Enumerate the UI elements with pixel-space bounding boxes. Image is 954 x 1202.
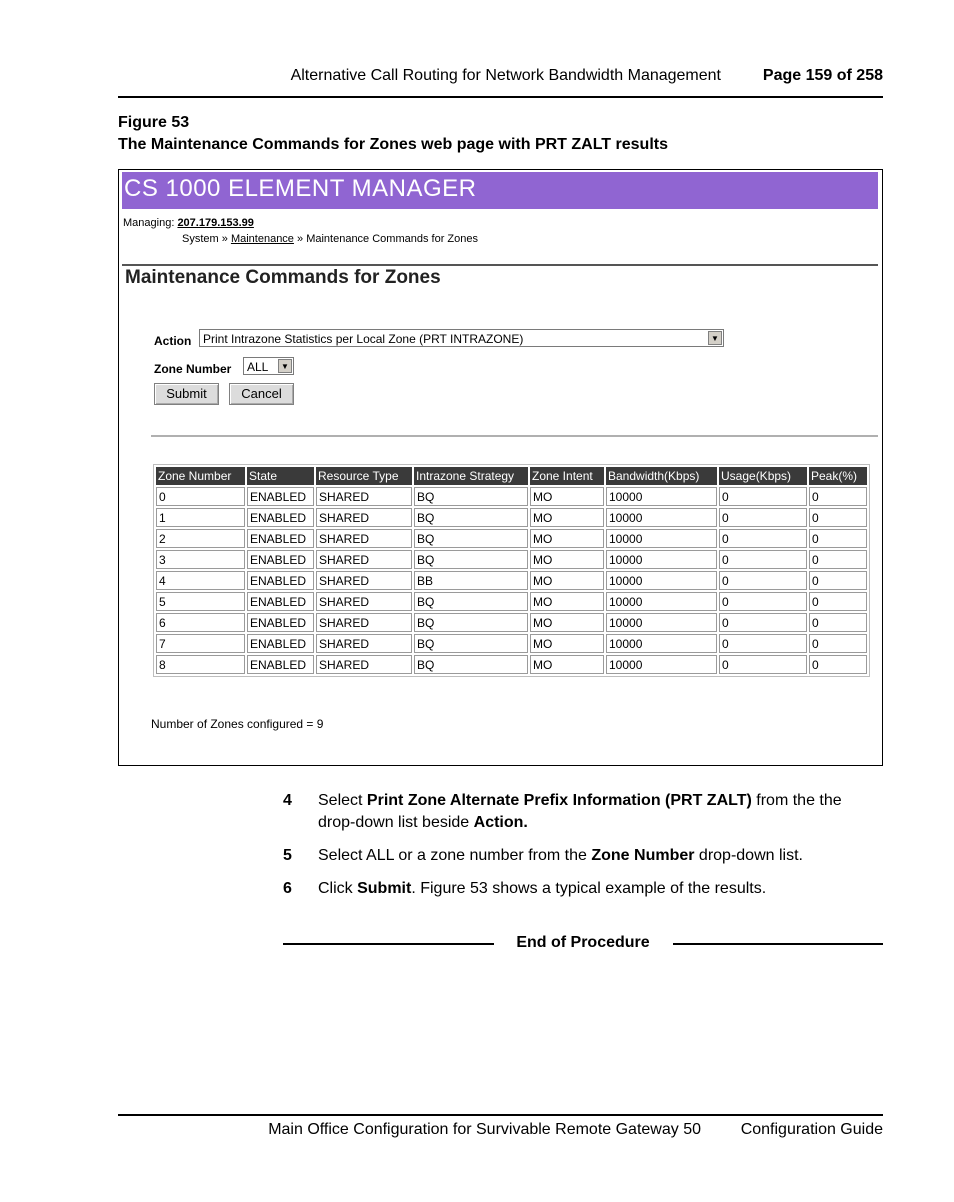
column-header: Peak(%) — [809, 467, 867, 485]
usage-cell: 0 — [719, 571, 807, 590]
bandwidth-cell: 10000 — [606, 613, 717, 632]
zone-intent-cell: MO — [530, 592, 604, 611]
bandwidth-cell: 10000 — [606, 634, 717, 653]
page-footer — [118, 1114, 883, 1138]
resource-type-cell: SHARED — [316, 613, 412, 632]
step-text: Select — [318, 792, 367, 809]
peak-cell: 0 — [809, 550, 867, 569]
step-text: from the the drop-down list beside — [318, 792, 842, 831]
step-number: 6 — [283, 880, 292, 897]
step-emphasis: Zone Number — [591, 847, 695, 864]
resource-type-cell: SHARED — [316, 655, 412, 674]
table-row — [156, 613, 867, 632]
intrazone-strategy-cell: BB — [414, 571, 528, 590]
zone-intent-cell: MO — [530, 655, 604, 674]
breadcrumb-separator: » — [221, 233, 228, 245]
cancel-button[interactable]: Cancel — [229, 383, 294, 405]
page-number: Page 159 of 258 — [762, 67, 883, 84]
resource-type-cell: SHARED — [316, 550, 412, 569]
column-header: Usage(Kbps) — [719, 467, 807, 485]
column-header: Zone Number — [156, 467, 245, 485]
page-title: Maintenance Commands for Zones — [125, 267, 441, 288]
state-cell: ENABLED — [247, 634, 314, 653]
figure-caption: The Maintenance Commands for Zones web page with PRT ZALT results — [118, 136, 668, 153]
usage-cell: 0 — [719, 508, 807, 527]
intrazone-strategy-cell: BQ — [414, 529, 528, 548]
usage-cell: 0 — [719, 550, 807, 569]
bandwidth-cell: 10000 — [606, 529, 717, 548]
resource-type-cell: SHARED — [316, 592, 412, 611]
bandwidth-cell: 10000 — [606, 487, 717, 506]
state-cell: ENABLED — [247, 550, 314, 569]
state-cell: ENABLED — [247, 529, 314, 548]
step-emphasis: Submit — [357, 880, 412, 897]
page-header — [118, 62, 883, 98]
table-row — [156, 529, 867, 548]
step-text: Click — [318, 880, 358, 897]
step-emphasis: Print Zone Alternate Prefix Information (PRT ZALT) — [366, 792, 752, 809]
column-header: State — [247, 467, 314, 485]
zone-intent-cell: MO — [530, 571, 604, 590]
resource-type-cell: SHARED — [316, 487, 412, 506]
peak-cell: 0 — [809, 634, 867, 653]
zone-number-select[interactable] — [243, 357, 294, 375]
zone-intent-cell: MO — [530, 487, 604, 506]
zone-number-select-value: ALL — [247, 360, 269, 374]
zone-intent-cell: MO — [530, 508, 604, 527]
chevron-down-icon[interactable]: ▼ — [708, 331, 722, 345]
step-text: drop-down list. — [694, 847, 803, 864]
procedure-steps — [283, 790, 883, 911]
breadcrumb-system: System — [182, 233, 219, 245]
usage-cell: 0 — [719, 613, 807, 632]
zone-number-cell: 2 — [156, 529, 245, 548]
column-header: Bandwidth(Kbps) — [606, 467, 717, 485]
usage-cell: 0 — [719, 634, 807, 653]
zone-number-cell: 8 — [156, 655, 245, 674]
managing-label: Managing: — [123, 217, 175, 229]
state-cell: ENABLED — [247, 613, 314, 632]
zone-number-cell: 0 — [156, 487, 245, 506]
table-row — [156, 655, 867, 674]
table-header-row — [156, 467, 867, 485]
app-banner — [122, 172, 878, 209]
peak-cell: 0 — [809, 571, 867, 590]
zone-number-cell: 7 — [156, 634, 245, 653]
table-row — [156, 508, 867, 527]
breadcrumb-maintenance-link[interactable]: Maintenance — [230, 233, 294, 245]
zone-intent-cell: MO — [530, 613, 604, 632]
zone-number-cell: 3 — [156, 550, 245, 569]
zone-number-cell: 6 — [156, 613, 245, 632]
table-row — [156, 634, 867, 653]
zones-count: Number of Zones configured = 9 — [151, 717, 324, 731]
step-6 — [283, 878, 883, 900]
usage-cell: 0 — [719, 529, 807, 548]
zone-number-cell: 4 — [156, 571, 245, 590]
table-row — [156, 487, 867, 506]
table-row — [156, 571, 867, 590]
zone-intent-cell: MO — [530, 550, 604, 569]
bandwidth-cell: 10000 — [606, 571, 717, 590]
resource-type-cell: SHARED — [316, 634, 412, 653]
state-cell: ENABLED — [247, 508, 314, 527]
element-manager-screenshot — [118, 169, 883, 766]
step-text: Select ALL or a zone number from the — [318, 847, 592, 864]
peak-cell: 0 — [809, 613, 867, 632]
resource-type-cell: SHARED — [316, 508, 412, 527]
resource-type-cell: SHARED — [316, 529, 412, 548]
peak-cell: 0 — [809, 529, 867, 548]
peak-cell: 0 — [809, 655, 867, 674]
breadcrumb-current: Maintenance Commands for Zones — [306, 233, 478, 245]
eop-text: End of Procedure — [516, 934, 650, 951]
action-select-value: Print Intrazone Statistics per Local Zone (PRT INTRAZONE) — [203, 332, 524, 346]
bandwidth-cell: 10000 — [606, 655, 717, 674]
state-cell: ENABLED — [247, 655, 314, 674]
zone-intent-cell: MO — [530, 634, 604, 653]
footer-guide: Configuration Guide — [740, 1121, 883, 1138]
usage-cell: 0 — [719, 592, 807, 611]
peak-cell: 0 — [809, 508, 867, 527]
step-emphasis: Action. — [473, 814, 528, 831]
bandwidth-cell: 10000 — [606, 508, 717, 527]
zone-number-cell: 1 — [156, 508, 245, 527]
peak-cell: 0 — [809, 592, 867, 611]
step-5 — [283, 845, 883, 867]
table-row — [156, 550, 867, 569]
intrazone-strategy-cell: BQ — [414, 634, 528, 653]
state-cell: ENABLED — [247, 571, 314, 590]
column-header: Intrazone Strategy — [414, 467, 528, 485]
header-title: Alternative Call Routing for Network Bandwidth Management — [290, 67, 721, 84]
intrazone-strategy-cell: BQ — [414, 487, 528, 506]
bandwidth-cell: 10000 — [606, 550, 717, 569]
zone-intent-cell: MO — [530, 529, 604, 548]
usage-cell: 0 — [719, 655, 807, 674]
end-of-procedure — [283, 934, 883, 954]
table-row — [156, 592, 867, 611]
chevron-down-icon[interactable]: ▼ — [278, 359, 292, 373]
step-4 — [283, 790, 883, 834]
zone-number-label: Zone Number — [154, 362, 232, 376]
state-cell: ENABLED — [247, 592, 314, 611]
intrazone-strategy-cell: BQ — [414, 508, 528, 527]
column-header: Zone Intent — [530, 467, 604, 485]
figure-number: Figure 53 — [118, 114, 190, 131]
title-divider — [122, 264, 878, 266]
step-number: 4 — [283, 792, 292, 809]
managing-ip-link[interactable]: 207.179.153.99 — [177, 217, 254, 229]
usage-cell: 0 — [719, 487, 807, 506]
column-header: Resource Type — [316, 467, 412, 485]
resource-type-cell: SHARED — [316, 571, 412, 590]
managing-line — [123, 217, 254, 229]
peak-cell: 0 — [809, 487, 867, 506]
zone-number-cell: 5 — [156, 592, 245, 611]
intrazone-strategy-cell: BQ — [414, 592, 528, 611]
intrazone-strategy-cell: BQ — [414, 613, 528, 632]
bandwidth-cell: 10000 — [606, 592, 717, 611]
state-cell: ENABLED — [247, 487, 314, 506]
zones-table — [153, 464, 870, 677]
footer-title: Main Office Configuration for Survivable Remote Gateway 50 — [268, 1121, 701, 1138]
action-select[interactable] — [199, 329, 724, 347]
breadcrumb-separator: » — [297, 233, 304, 245]
intrazone-strategy-cell: BQ — [414, 550, 528, 569]
action-label: Action — [154, 334, 192, 348]
app-title: CS 1000 ELEMENT MANAGER — [124, 175, 477, 202]
submit-button[interactable]: Submit — [154, 383, 219, 405]
form-divider — [151, 435, 878, 437]
intrazone-strategy-cell: BQ — [414, 655, 528, 674]
step-number: 5 — [283, 847, 292, 864]
step-text: . Figure 53 shows a typical example of the results. — [411, 880, 767, 897]
breadcrumb — [182, 233, 478, 245]
